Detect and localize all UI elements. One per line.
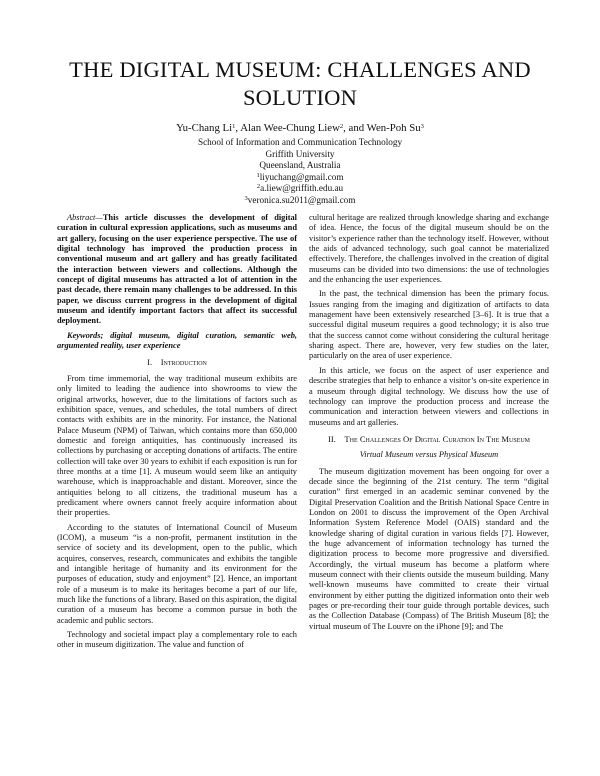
affiliation-line: Queensland, Australia — [259, 160, 341, 170]
author-name: Alan Wee-Chung Liew — [240, 122, 340, 134]
author-name: Yu-Chang Li — [176, 122, 233, 134]
email-sup: 3 — [244, 194, 248, 202]
email-line — [100, 183, 500, 195]
body-paragraph: From time immemorial, the way traditional museum exhibits are only limited to leading the audience into showrooms to view the original artworks, however, due to the limitations of factors such as exhibition space, venues, and schedules, the total numbers of direct contacts with exhibits are in the minority. For instance, the National Palace Museum (NPM) of Taiwan, which contains more than 650,000 domestic and foreign antiquities, has continuously increased its collections by purchasing or accepting donations of artifacts. The entire collection will take over 30 years to exhibit if each exposition is run for three months at a time [1]. A museum would seem like an antiquity warehouse, which is inapproachable and distant. Moreover, since the antiquities belong to all citizens, the traditional museum has a predicament where owners cannot freely acquire information about their properties. — [57, 373, 297, 518]
email: liyuchang@gmail.com — [259, 171, 344, 182]
author-sup: 2 — [339, 123, 344, 130]
paper-title — [40, 56, 560, 112]
abstract-label: Abstract— — [67, 213, 103, 222]
email-line — [100, 195, 500, 207]
email: a.liew@griffith.edu.au — [260, 183, 344, 193]
email: veronica.su2011@gmail.com — [247, 194, 356, 205]
author-separator: , and — [343, 122, 367, 134]
body-paragraph: In this article, we focus on the aspect of user experience and describe strategies that help to enhance a visitor’s on-site experience in a museum through digital technology. We discuss how the use of technology can improve the production process and increase the communication and interaction between viewers and collections in museums and art galleries. — [309, 365, 549, 427]
subsection-heading: Virtual Museum versus Physical Museum — [359, 450, 499, 460]
affiliation-line: Griffith University — [265, 148, 335, 159]
title-line: THE DIGITAL MUSEUM: CHALLENGES AND — [69, 57, 531, 82]
author-name: Wen-Poh Su — [366, 122, 421, 134]
affiliation-line: School of Information and Communication Technology — [197, 137, 403, 147]
email-sup: 2 — [256, 183, 261, 190]
email-sup: 1 — [256, 171, 260, 179]
section-heading-challenges: II. The Challenges Of Digital Curation In The Museum — [327, 433, 531, 444]
abstract — [57, 213, 297, 327]
section-heading-introduction: I. Introduction — [147, 357, 207, 368]
title-line: SOLUTION — [242, 85, 358, 110]
body-paragraph: The museum digitization movement has been ongoing for over a decade since the beginning of the 21st century. The term “digital curation” first emerged in an academic seminar convened by the Digital Preservation Coalition and the British National Space Centre in London on 2001 to discuss the improvement of the Open Archival Information System Reference Model (OAIS) standard and the knowledge sharing of digital curation in various fields [7]. However, the huge advancement of information technology has turned the digitization process to become more progressive and diversified. Accordingly, the virtual museum has become a platform where museum connect with their clients outside the museum building. Many well-known museums have committed to create their virtual environment by either putting the digitized information onto their web pages or pre-recording their tour guide through portable devices, such as the Collection Database (Compass) of The British Museum [8]; the virtual museum of The Louvre on the iPhone [9]; and The — [309, 466, 549, 631]
left-column — [57, 213, 297, 655]
author-list — [100, 122, 500, 135]
author-separator: , — [235, 122, 241, 134]
right-column — [309, 213, 549, 636]
author-sup: 3 — [420, 123, 424, 130]
author-sup: 1 — [232, 123, 236, 130]
keywords: Keywords; digital museum, digital curation, semantic web, argumented reality, user experience — [57, 330, 297, 351]
abstract-text: This article discusses the development of digital curation in cultural expression applications, such as museums and art gallery, focusing on the user experience perspective. The use of digital technology has improved the production process in conventional museum and art gallery and has greatly facilitated the interaction between viewers and collections. Although the concept of digital museums has attracted a lot of attention in the past decade, there remain many challenges to be addressed. In this paper, we discuss current progress in the development of digital museum and identify important factors that affect its successful deployment. — [57, 213, 297, 326]
body-paragraph: In the past, the technical dimension has been the primary focus. Issues ranging from the imaging and digitization of artifacts to data management have been extensively researched [3–6]. It is true that a successful digital museum requires a good technology; it is also true that the success cannot come without considering the cultural heritage sharing aspect. There are, however, very few studies on the later, particularly on the area of user experience. — [309, 289, 549, 361]
body-paragraph: According to the statutes of International Council of Museum (ICOM), a museum “is a non-profit, permanent institution in the service of society and its development, open to the public, which acquires, conserves, research, communicates and exhibits the tangible and intangible heritage of humanity and its environment for the purposes of education, study and enjoyment” [2]. Hence, an important role of a museum is to make its heritages become a part of our life, much like the functions of a library. Based on this aspiration, the digital curation of a museum has become a common pursue in both the academic and public sectors. — [57, 522, 297, 625]
body-paragraph: Technology and societal impact play a complementary role to each other in museum digitization. The value and function of — [57, 630, 297, 650]
affiliation-block — [100, 137, 500, 206]
email-line — [100, 172, 500, 184]
body-paragraph: cultural heritage are realized through knowledge sharing and exchange of idea. Hence, the focus of the digital museum should be on the visitor’s experience rather than the technology itself. However, without the aids of advanced technology, such goal cannot be materialized effectively. Therefore, the challenges involved in the creation of digital museums can be divided into two dimensions: the use of technologies and the enhancing the user experiences. — [309, 213, 549, 285]
